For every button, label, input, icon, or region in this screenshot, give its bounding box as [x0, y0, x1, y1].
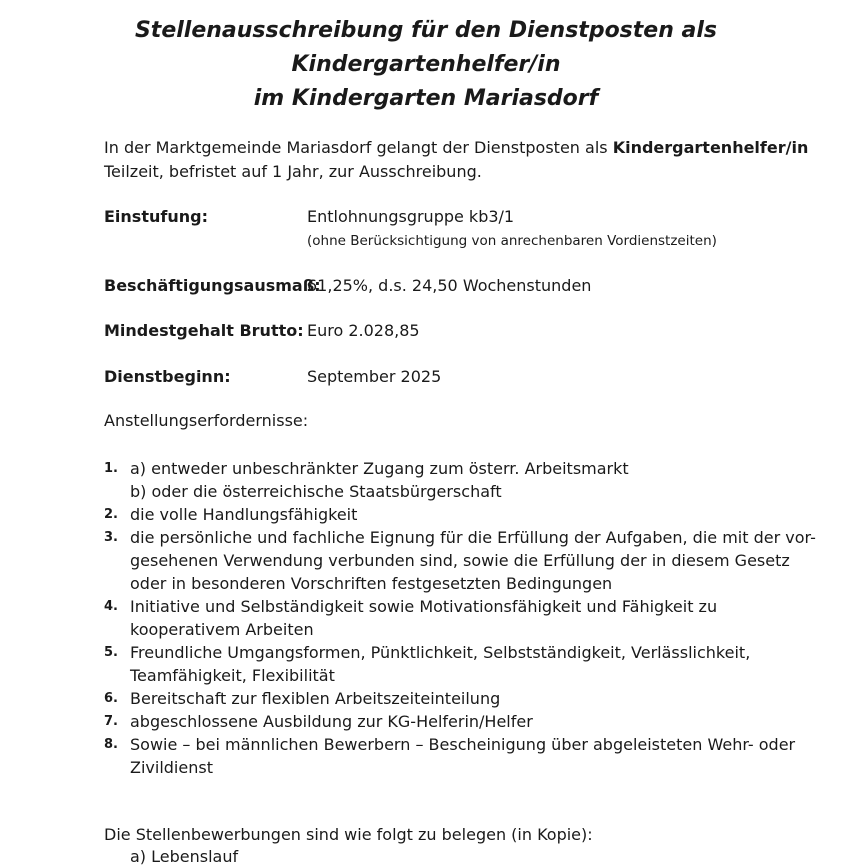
list-item-number: 3. [104, 530, 118, 545]
field-value: Euro 2.028,85 [307, 321, 420, 340]
field-note: (ohne Berücksichtigung von anrechenbaren Vordienstzeiten) [307, 233, 717, 249]
list-item-line: Freundliche Umgangsformen, Pünktlichkeit, Selbstständigkeit, Verlässlichkeit, [130, 643, 751, 662]
list-item-line: Zivildienst [130, 758, 213, 777]
list-item [104, 457, 784, 503]
list-item-line: kooperativem Arbeiten [130, 620, 314, 639]
footer-item: a) Lebenslauf [130, 847, 239, 866]
list-item-line: a) entweder unbeschränkter Zugang zum österr. Arbeitsmarkt [130, 459, 629, 478]
list-item-line: die volle Handlungsfähigkeit [130, 505, 358, 524]
list-item-number: 4. [104, 599, 118, 614]
list-item [104, 687, 784, 710]
list-item-number: 8. [104, 737, 118, 752]
footer-text: Die Stellenbewerbungen sind wie folgt zu belegen (in Kopie): [104, 825, 593, 844]
list-item [104, 595, 784, 641]
requirements-heading: Anstellungserfordernisse: [104, 411, 309, 430]
list-item [104, 733, 796, 779]
intro-position: Kindergartenhelfer/in [612, 138, 809, 157]
list-item-line: Teamfähigkeit, Flexibilität [130, 666, 335, 685]
list-item-number: 1. [104, 461, 118, 476]
intro-text-2: Teilzeit, befristet auf 1 Jahr, zur Ausschreibung. [104, 162, 482, 181]
list-item-line: b) oder die österreichische Staatsbürgerschaft [130, 482, 502, 501]
field-label: Einstufung: [104, 207, 208, 226]
list-item-line: gesehenen Verwendung verbunden sind, sowie die Erfüllung der in diesem Gesetz [130, 551, 790, 570]
list-item-number: 6. [104, 691, 118, 706]
field-label: Beschäftigungsausmaß: [104, 276, 321, 295]
list-item [104, 526, 816, 595]
list-item-number: 7. [104, 714, 118, 729]
title-line-2: Kindergartenhelfer/in [291, 52, 561, 77]
intro-paragraph [104, 136, 809, 184]
list-item-line: Bereitschaft zur flexiblen Arbeitszeiteinteilung [130, 689, 501, 708]
list-item [104, 641, 784, 687]
requirements-list [104, 457, 816, 779]
title-line-1: Stellenausschreibung für den Dienstposten als [134, 18, 718, 43]
list-item-number: 5. [104, 645, 118, 660]
intro-text: In der Marktgemeinde Mariasdorf gelangt der Dienstposten als [104, 138, 608, 157]
list-item-line: abgeschlossene Ausbildung zur KG-Helferin/Helfer [130, 712, 533, 731]
list-item [104, 503, 784, 526]
field-value: 61,25%, d.s. 24,50 Wochenstunden [307, 276, 592, 295]
field-label: Mindestgehalt Brutto: [104, 321, 304, 340]
title-line-3: im Kindergarten Mariasdorf [253, 86, 599, 111]
list-item-line: Initiative und Selbständigkeit sowie Motivationsfähigkeit und Fähigkeit zu [130, 597, 718, 616]
field-label: Dienstbeginn: [104, 367, 231, 386]
list-item [104, 710, 784, 733]
list-item-number: 2. [104, 507, 118, 522]
field-value: Entlohnungsgruppe kb3/1 [307, 207, 515, 226]
list-item-line: oder in besonderen Vorschriften festgesetzten Bedingungen [130, 574, 613, 593]
list-item-line: Sowie – bei männlichen Bewerbern – Bescheinigung über abgeleisteten Wehr- oder [130, 735, 796, 754]
field-value: September 2025 [307, 367, 442, 386]
list-item-line: die persönliche und fachliche Eignung für die Erfüllung der Aufgaben, die mit der vor- [130, 528, 816, 547]
document-title [0, 14, 852, 116]
